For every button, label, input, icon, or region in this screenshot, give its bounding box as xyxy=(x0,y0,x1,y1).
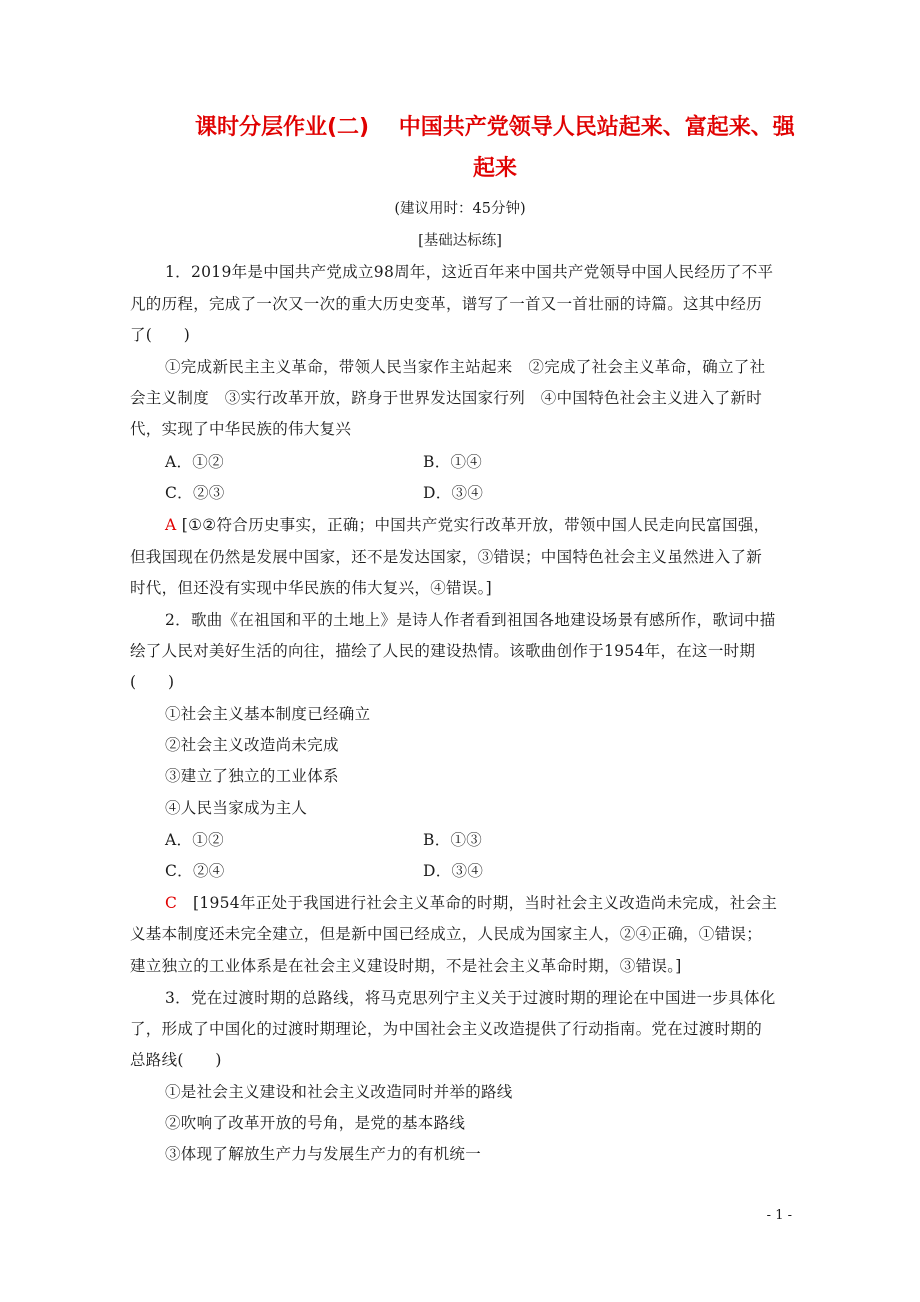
q3-text-line: 3．党在过渡时期的总路线，将马克思列宁主义关于过渡时期的理论在中国进一步具体化 xyxy=(165,989,776,1007)
q2-analysis-line: 建立独立的工业体系是在社会主义建设时期，不是社会主义革命时期，③错误。] xyxy=(130,957,682,975)
q2-analysis-line: C [1954年正处于我国进行社会主义革命的时期，当时社会主义改造尚未完成，社会主 xyxy=(165,894,778,912)
page-number: - 1 - xyxy=(766,1208,792,1223)
q1-text-line: 1．2019年是中国共产党成立98周年，这近百年来中国共产党领导中国人民经历了不平 xyxy=(165,263,774,281)
q1-option-d: D．③④ xyxy=(423,484,484,502)
q3-statement: ①是社会主义建设和社会主义改造同时并举的路线 xyxy=(165,1083,513,1101)
q2-statement: ①社会主义基本制度已经确立 xyxy=(165,705,371,723)
q3-statement: ②吹响了改革开放的号角，是党的基本路线 xyxy=(165,1114,466,1132)
q2-option-b: B．①③ xyxy=(423,831,483,849)
q2-statement: ②社会主义改造尚未完成 xyxy=(165,736,339,754)
q3-text-line: 了，形成了中国化的过渡时期理论，为中国社会主义改造提供了行动指南。党在过渡时期的 xyxy=(130,1020,763,1038)
q2-text-line: ( ) xyxy=(130,673,175,691)
q1-option-a: A．①② xyxy=(165,453,224,471)
q2-option-d: D．③④ xyxy=(423,862,484,880)
page-title-continued: 起来 xyxy=(472,156,517,181)
q1-statement-line: 代，实现了中华民族的伟大复兴 xyxy=(130,420,352,438)
q1-option-b: B．①④ xyxy=(423,453,483,471)
q1-text-line: 了( ) xyxy=(130,326,191,344)
section-heading: [基础达标练] xyxy=(418,233,502,249)
q2-text-line: 2．歌曲《在祖国和平的土地上》是诗人作者看到祖国各地建设场景有感所作，歌词中描 xyxy=(165,611,776,629)
q1-answer: A xyxy=(165,516,177,534)
q1-option-c: C．②③ xyxy=(165,484,225,502)
q2-option-c: C．②④ xyxy=(165,862,225,880)
time-hint: (建议用时：45分钟) xyxy=(394,201,526,217)
q3-text-line: 总路线( ) xyxy=(130,1051,222,1069)
q2-answer: C xyxy=(165,894,178,912)
q1-analysis-line: A [①②符合历史事实，正确；中国共产党实行改革开放，带领中国人民走向民富国强， xyxy=(165,516,770,534)
q1-statement-line: ①完成新民主主义革命，带领人民当家作主站起来 ②完成了社会主义革命，确立了社 xyxy=(165,358,766,376)
q2-option-a: A．①② xyxy=(165,831,224,849)
q2-statement: ④人民当家成为主人 xyxy=(165,799,308,817)
q1-text-line: 凡的历程，完成了一次又一次的重大历史变革，谱写了一首又一首壮丽的诗篇。这其中经历 xyxy=(130,295,763,313)
page-title: 课时分层作业(二) 中国共产党领导人民站起来、富起来、强 xyxy=(195,115,795,140)
q3-statement: ③体现了解放生产力与发展生产力的有机统一 xyxy=(165,1145,482,1163)
q1-statement-line: 会主义制度 ③实行改革开放，跻身于世界发达国家行列 ④中国特色社会主义进入了新时 xyxy=(130,389,763,407)
q2-text-line: 绘了人民对美好生活的向往，描绘了人民的建设热情。该歌曲创作于1954年，在这一时期 xyxy=(130,642,756,660)
q1-analysis-line: 但我国现在仍然是发展中国家，还不是发达国家，③错误；中国特色社会主义虽然进入了新 xyxy=(130,548,763,566)
q1-analysis-line: 时代，但还没有实现中华民族的伟大复兴，④错误。] xyxy=(130,579,492,597)
q2-analysis-line: 义基本制度还未完全建立，但是新中国已经成立，人民成为国家主人，②④正确，①错误； xyxy=(130,925,763,943)
q2-statement: ③建立了独立的工业体系 xyxy=(165,767,339,785)
